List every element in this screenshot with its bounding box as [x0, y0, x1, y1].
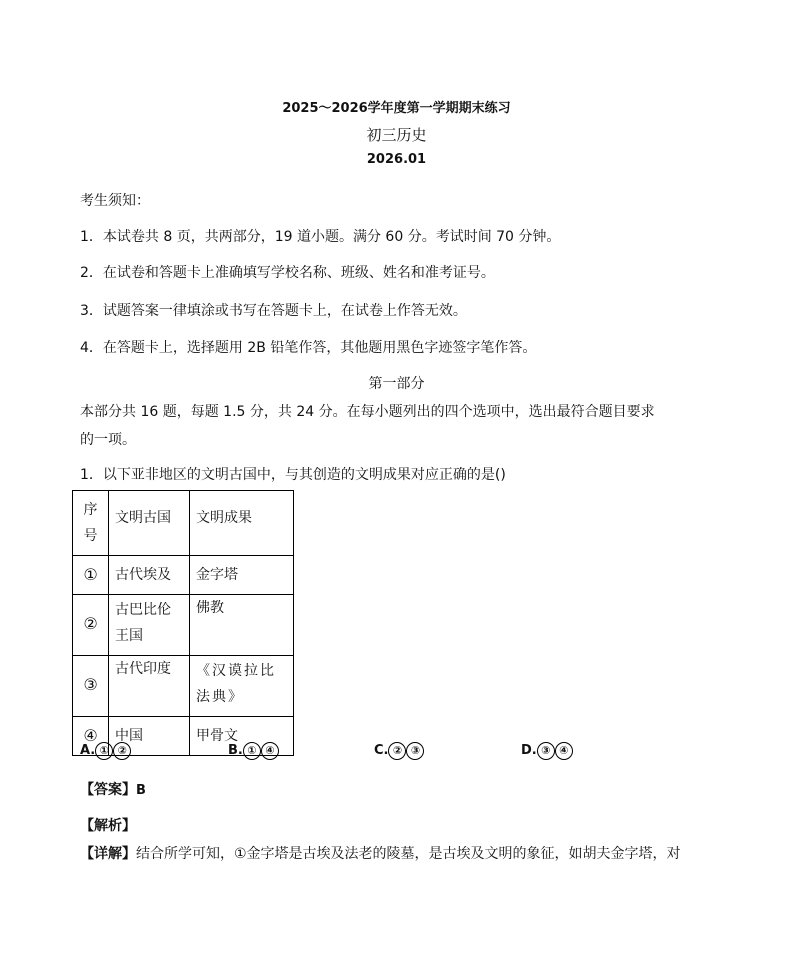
row-achievement: 佛教: [190, 595, 294, 656]
option-b: B. ① ④: [228, 742, 279, 760]
detail-line: [80, 843, 681, 863]
circled-number: ①: [95, 742, 113, 760]
circled-number: ③: [406, 742, 424, 760]
header-cell-achievement: 文明成果: [190, 491, 294, 556]
notice-item-3: 3．试题答案一律填涂或书写在答题卡上，在试卷上作答无效。: [80, 303, 467, 319]
row-number: ④: [73, 717, 109, 756]
answer-label: 【答案】: [80, 782, 136, 798]
row-country: 古代埃及: [109, 556, 190, 595]
circled-number: ②: [113, 742, 131, 760]
row-achievement: 甲骨文: [190, 717, 294, 756]
analysis-label: 【解析】: [80, 818, 136, 834]
circled-number: ④: [555, 742, 573, 760]
header-cell-number: 序号: [73, 491, 109, 556]
notice-item-1: 1．本试卷共 8 页，共两部分，19 道小题。满分 60 分。考试时间 70 分钟。: [80, 229, 561, 245]
option-d: D. ③ ④: [521, 742, 573, 760]
part-heading: 第一部分: [368, 376, 425, 392]
detail-label: 【详解】: [80, 846, 136, 862]
table-row: [73, 556, 294, 595]
exam-subject: 初三历史: [366, 126, 427, 144]
part-description-line-1: 本部分共 16 题，每题 1.5 分，共 24 分。在每小题列出的四个选项中，选出最符合题目要求: [80, 404, 655, 420]
row-achievement: 金字塔: [190, 556, 294, 595]
circled-number: ①: [243, 742, 261, 760]
exam-title: 2025～2026学年度第一学期期末练习: [282, 101, 511, 116]
circled-number: ②: [388, 742, 406, 760]
answer-line: [80, 779, 146, 799]
table-row: [73, 656, 294, 717]
table-row: [73, 595, 294, 656]
row-number: ②: [73, 595, 109, 656]
row-number: ①: [73, 556, 109, 595]
answer-value: B: [136, 783, 146, 798]
option-c: C. ② ③: [374, 742, 424, 760]
circled-number: ③: [537, 742, 555, 760]
row-achievement: 《汉谟拉比法典》: [190, 656, 294, 717]
header-cell-country: 文明古国: [109, 491, 190, 556]
row-number: ③: [73, 656, 109, 717]
notice-item-2: 2．在试卷和答题卡上准确填写学校名称、班级、姓名和准考证号。: [80, 265, 495, 281]
notice-item-4: 4．在答题卡上，选择题用 2B 铅笔作答，其他题用黑色字迹签字笔作答。: [80, 340, 537, 356]
civilization-table: [72, 490, 294, 756]
question-1-stem: 1．以下亚非地区的文明古国中，与其创造的文明成果对应正确的是(): [80, 467, 506, 483]
part-description-line-2: 的一项。: [80, 432, 136, 448]
detail-text: 结合所学可知，①金字塔是古埃及法老的陵墓，是古埃及文明的象征，如胡夫金字塔，对: [136, 846, 681, 862]
table-header-row: [73, 491, 294, 556]
circled-number: ④: [261, 742, 279, 760]
notice-heading: 考生须知：: [80, 193, 150, 209]
option-a: A. ① ②: [80, 742, 131, 760]
row-country: 古巴比伦王国: [109, 595, 190, 656]
row-country: 古代印度: [109, 656, 190, 717]
exam-date: 2026.01: [366, 152, 427, 167]
row-country: 中国: [109, 717, 190, 756]
